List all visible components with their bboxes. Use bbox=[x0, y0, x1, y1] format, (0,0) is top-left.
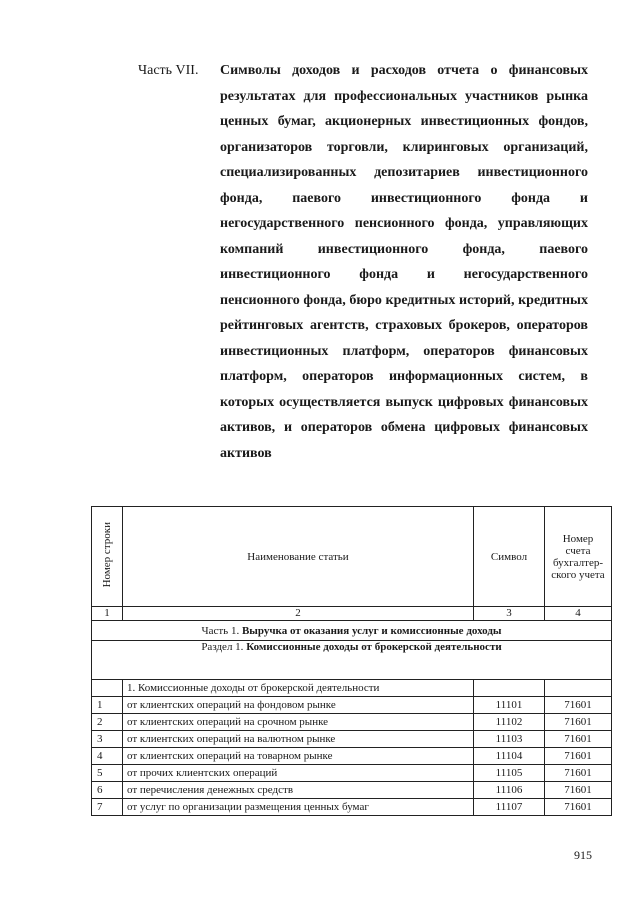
heading-title: Символы доходов и расходов отчета о финансовых результатах для профессиональных участников рынка ценных бумаг, акционерных инвестиционных фондов, организаторов торговли, клиринговых организаций, специализированных депозитариев инвестиционного фонда, паевого инвестиционного фонда и негосударственного пенсионного фонда, управляющих компаний инвестиционного фонда, паевого инвестиционного фонда и негосударственного пенсионного фонда, бюро кредитных историй, кредитных рейтинговых агентств, страховых брокеров, операторов инвестиционных платформ, операторов финансовых платформ, операторов информационных систем, в которых осуществляется выпуск цифровых финансовых активов, и операторов обмена цифровых финансовых активов bbox=[220, 63, 588, 461]
income-symbols-table bbox=[91, 506, 612, 816]
header-account: Номер счета бухгалтер-ского учета bbox=[545, 507, 612, 607]
group-empty-cell bbox=[92, 680, 123, 697]
row-account: 71601 bbox=[545, 799, 612, 816]
row-name: от перечисления денежных средств bbox=[123, 782, 474, 799]
column-number: 1 bbox=[92, 607, 123, 621]
table-row bbox=[92, 799, 612, 816]
row-account: 71601 bbox=[545, 731, 612, 748]
column-number-row bbox=[92, 607, 612, 621]
group-row bbox=[92, 680, 612, 697]
row-number: 3 bbox=[92, 731, 123, 748]
row-account: 71601 bbox=[545, 748, 612, 765]
table-row bbox=[92, 765, 612, 782]
row-number: 7 bbox=[92, 799, 123, 816]
page-number: 915 bbox=[574, 848, 592, 862]
row-symbol: 11103 bbox=[474, 731, 545, 748]
section-title bbox=[92, 641, 612, 680]
part-name: Выручка от оказания услуг и комиссионные доходы bbox=[241, 624, 502, 637]
section-row bbox=[92, 641, 612, 680]
row-account: 71601 bbox=[545, 697, 612, 714]
group-title: 1. Комиссионные доходы от брокерской деятельности bbox=[123, 680, 474, 697]
table-row bbox=[92, 697, 612, 714]
row-symbol: 11107 bbox=[474, 799, 545, 816]
row-number: 2 bbox=[92, 714, 123, 731]
table-row bbox=[92, 731, 612, 748]
row-name: от клиентских операций на валютном рынке bbox=[123, 731, 474, 748]
row-number: 5 bbox=[92, 765, 123, 782]
row-number: 6 bbox=[92, 782, 123, 799]
table-row bbox=[92, 782, 612, 799]
section-name: Комиссионные доходы от брокерской деятельности bbox=[246, 641, 502, 653]
table-row bbox=[92, 748, 612, 765]
group-empty-cell bbox=[545, 680, 612, 697]
column-number: 3 bbox=[474, 607, 545, 621]
row-account: 71601 bbox=[545, 714, 612, 731]
row-number: 1 bbox=[92, 697, 123, 714]
section-prefix: Раздел 1. bbox=[201, 641, 244, 653]
row-number: 4 bbox=[92, 748, 123, 765]
row-symbol: 11101 bbox=[474, 697, 545, 714]
part-title bbox=[92, 621, 612, 641]
table-header-row bbox=[92, 507, 612, 607]
group-empty-cell bbox=[474, 680, 545, 697]
column-number: 2 bbox=[123, 607, 474, 621]
row-account: 71601 bbox=[545, 782, 612, 799]
part-row bbox=[92, 621, 612, 641]
row-name: от клиентских операций на товарном рынке bbox=[123, 748, 474, 765]
row-symbol: 11104 bbox=[474, 748, 545, 765]
row-name: от прочих клиентских операций bbox=[123, 765, 474, 782]
table-row bbox=[92, 714, 612, 731]
header-row-number: Номер строки bbox=[92, 507, 123, 607]
row-name: от клиентских операций на срочном рынке bbox=[123, 714, 474, 731]
row-name: от клиентских операций на фондовом рынке bbox=[123, 697, 474, 714]
heading-part-label: Часть VII. bbox=[138, 63, 199, 78]
row-symbol: 11102 bbox=[474, 714, 545, 731]
row-account: 71601 bbox=[545, 765, 612, 782]
row-name: от услуг по организации размещения ценных бумаг bbox=[123, 799, 474, 816]
header-item-name: Наименование статьи bbox=[123, 507, 474, 607]
header-symbol: Символ bbox=[474, 507, 545, 607]
row-symbol: 11105 bbox=[474, 765, 545, 782]
column-number: 4 bbox=[545, 607, 612, 621]
part-prefix: Часть 1. bbox=[201, 624, 240, 637]
row-symbol: 11106 bbox=[474, 782, 545, 799]
